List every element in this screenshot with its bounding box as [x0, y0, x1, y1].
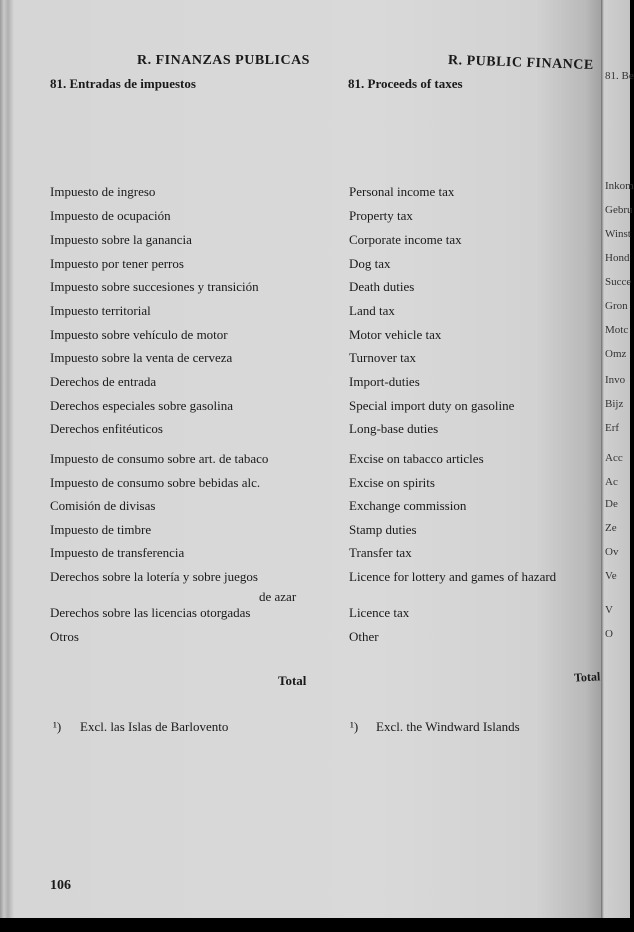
row-label-en: Licence tax	[349, 605, 410, 620]
row-label-en: Import-duties	[349, 374, 420, 389]
row-label-en: Licence for lottery and games of hazard	[349, 569, 557, 584]
next-page-row-label: Ve	[605, 570, 617, 582]
row-label-es: Impuesto sobre la venta de cerveza	[50, 350, 233, 365]
row-label-en: Stamp duties	[349, 522, 417, 537]
row-label-en: Exchange commission	[349, 498, 467, 513]
next-page-row-label: De	[605, 498, 618, 510]
next-page-row-label: Motc	[605, 324, 629, 336]
total-label-es: Total	[278, 673, 307, 688]
row-label-es: Impuesto de ingreso	[50, 184, 156, 199]
row-label-es: Impuesto de timbre	[50, 522, 152, 537]
footnote-en: Excl. the Windward Islands	[376, 719, 520, 734]
page-number: 106	[50, 878, 71, 893]
next-page-row-label: Winst	[605, 228, 631, 240]
table-title-es: 81. Entradas de impuestos	[50, 76, 196, 91]
row-label-es: Comisión de divisas	[50, 498, 156, 513]
row-label-en: Property tax	[349, 208, 413, 223]
next-page-row-label: Ze	[605, 522, 617, 534]
next-page-row-label: Hond	[605, 252, 630, 264]
section-header-es: R. FINANZAS PUBLICAS	[137, 53, 310, 68]
section-header-en: R. PUBLIC FINANCE	[447, 53, 594, 74]
next-page-edge	[601, 0, 634, 918]
row-label-en: Special import duty on gasoline	[349, 398, 515, 413]
row-label-en: Death duties	[349, 279, 415, 294]
row-label-es: Impuesto sobre vehículo de motor	[50, 327, 228, 342]
row-label-en: Dog tax	[349, 256, 391, 271]
row-label-es: Impuesto de consumo sobre art. de tabaco	[50, 451, 269, 466]
row-label-en: Excise on spirits	[349, 475, 435, 490]
row-label-es: Impuesto sobre succesiones y transición	[50, 279, 259, 294]
next-page-row-label: Succe	[605, 276, 632, 288]
row-label-es: Otros	[50, 629, 79, 644]
row-label-es: Derechos especiales sobre gasolina	[50, 398, 234, 413]
next-page-row-label: V	[605, 604, 613, 616]
row-label-es: Derechos sobre las licencias otorgadas	[50, 605, 251, 620]
row-label-en: Transfer tax	[349, 545, 412, 560]
next-page-title: 81. Be	[605, 70, 634, 82]
row-label-es: Impuesto por tener perros	[50, 256, 184, 271]
row-label-es: Impuesto de consumo sobre bebidas alc.	[50, 475, 261, 490]
next-page-row-label: Inkom	[605, 180, 634, 192]
next-page-row-label: Gron	[605, 300, 628, 312]
footnote-marker-en: ¹)	[350, 719, 359, 734]
row-label-es: Impuesto de transferencia	[50, 545, 185, 560]
row-label-es: Impuesto de ocupación	[50, 208, 171, 223]
row-label-es: Impuesto sobre la ganancia	[50, 232, 192, 247]
next-page-row-label: Invo	[605, 374, 626, 386]
row-label-en: Personal income tax	[349, 184, 455, 199]
next-page-row-label: Bijz	[605, 398, 624, 410]
row-label-en: Long-base duties	[349, 421, 439, 436]
next-page-row-label: Acc	[605, 452, 623, 464]
row-label-es: Derechos de entrada	[50, 374, 157, 389]
row-label-en: Corporate income tax	[349, 232, 462, 247]
row-label-en: Excise on tabacco articles	[349, 451, 484, 466]
row-label-en: Turnover tax	[349, 350, 417, 365]
row-label-es: Derechos enfitéuticos	[50, 421, 163, 436]
row-label-en: Land tax	[349, 303, 395, 318]
row-label-es-cont: de azar	[259, 589, 297, 604]
footnote-marker-es: ¹)	[53, 719, 62, 734]
row-label-es: Derechos sobre la lotería y sobre juegos	[50, 569, 258, 584]
row-label-en: Motor vehicle tax	[349, 327, 442, 342]
footnote-es: Excl. las Islas de Barlovento	[80, 719, 229, 734]
row-label-es: Impuesto territorial	[50, 303, 151, 318]
table-title-en: 81. Proceeds of taxes	[348, 76, 463, 91]
next-page-row-label: O	[605, 628, 613, 640]
next-page-row-label: Erf	[605, 422, 620, 434]
next-page-row-label: Omz	[605, 348, 627, 360]
next-page-row-label: Ac	[605, 476, 618, 488]
total-label-en: Total	[573, 669, 601, 685]
next-page-row-label: Gebru	[605, 204, 633, 216]
row-label-en: Other	[349, 629, 379, 644]
next-page-row-label: Ov	[605, 546, 619, 558]
